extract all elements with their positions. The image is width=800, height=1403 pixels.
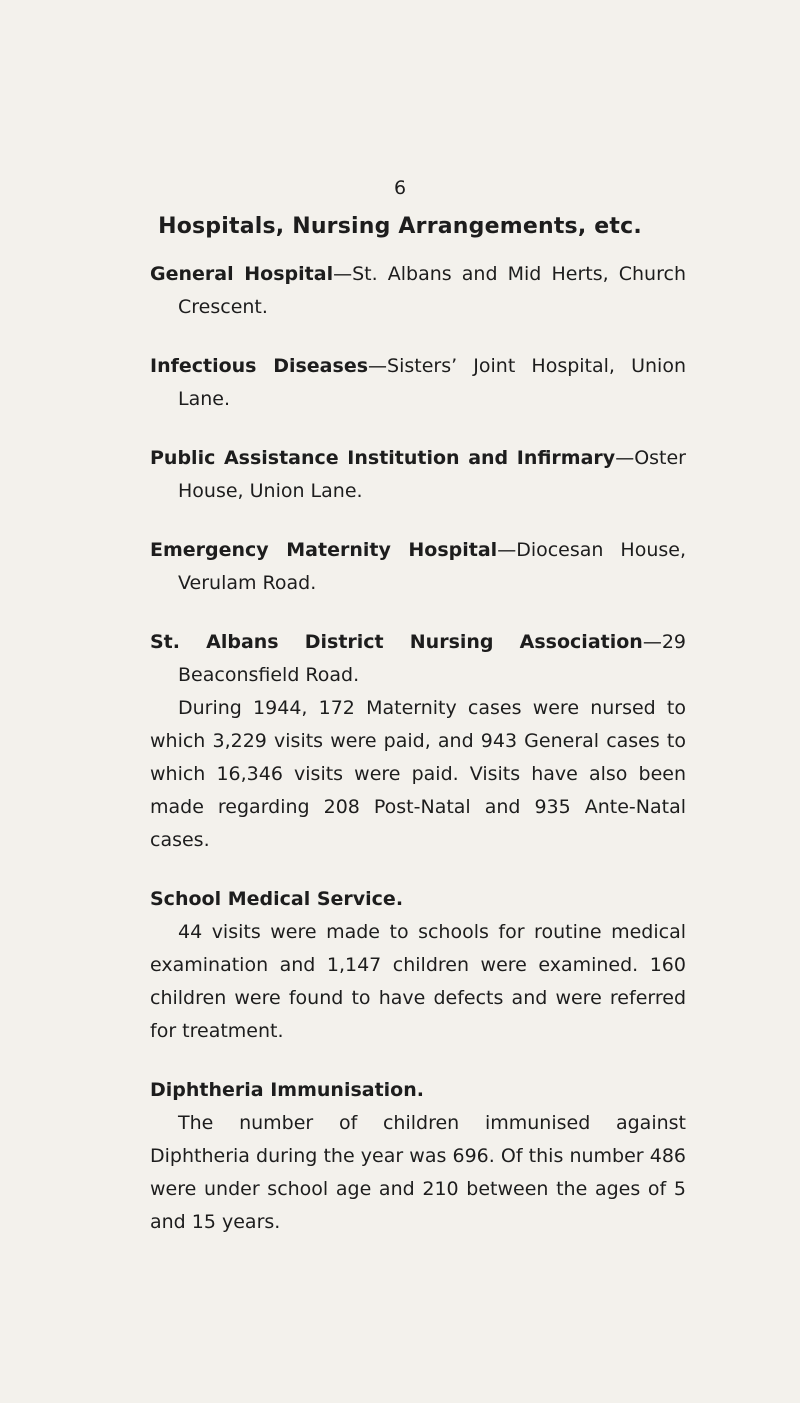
entry-text: Oster House, Union Lane. (178, 447, 686, 502)
entry-nursing-association (150, 626, 686, 692)
entry-label: General Hospital (150, 263, 334, 285)
entry-separator: — (497, 539, 517, 561)
entry-emergency-maternity (150, 534, 686, 600)
entry-separator: — (333, 263, 353, 285)
section-title: School Medical Service. (150, 888, 404, 910)
entry-separator: — (368, 355, 388, 377)
nursing-paragraph: During 1944, 172 Maternity cases were nursed to which 3,229 visits were paid, and 943 General cases to which 16,346 visits were paid. Visits have also been made regarding 208 Post-Natal and 935 Ante-Natal cases. (150, 697, 686, 851)
page-number: 6 (393, 177, 407, 199)
section-paragraph: 44 visits were made to schools for routine medical examination and 1,147 children were examined. 160 children were found to have defects and were referred for treatment. (150, 921, 686, 1042)
school-medical-section (150, 883, 686, 1048)
document-body (150, 258, 686, 1239)
entry-label: Emergency Maternity Hospital (150, 539, 498, 561)
entry-text: 29 Beaconsfield Road. (178, 631, 686, 686)
entry-text: Sisters’ Joint Hospital, Union Lane. (178, 355, 686, 410)
entry-label: Infectious Diseases (150, 355, 369, 377)
entry-infectious-diseases (150, 350, 686, 416)
diphtheria-section (150, 1074, 686, 1239)
section-paragraph: The number of children immunised against Diphtheria during the year was 696. Of this number 486 were under school age and 210 between the ages of 5 and 15 years. (150, 1112, 686, 1233)
entry-label: St. Albans District Nursing Association (150, 631, 643, 653)
entry-public-assistance (150, 442, 686, 508)
entry-text: St. Albans and Mid Herts, Church Crescent. (178, 263, 686, 318)
page-title: Hospitals, Nursing Arrangements, etc. (158, 214, 642, 239)
entry-text: Diocesan House, Verulam Road. (178, 539, 687, 594)
entry-separator: — (615, 447, 635, 469)
section-title: Diphtheria Immunisation. (150, 1079, 424, 1101)
entry-label: Public Assistance Institution and Infirmary (150, 447, 616, 469)
entry-separator: — (642, 631, 662, 653)
entry-general-hospital (150, 258, 686, 324)
